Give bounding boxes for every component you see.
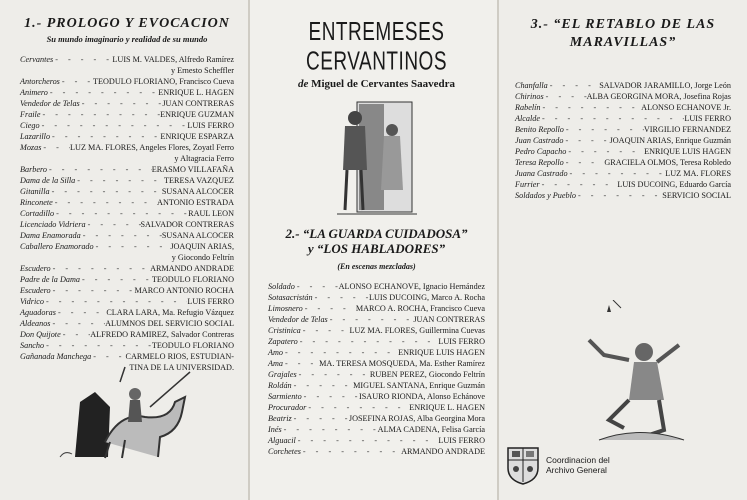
leader-dots: [44, 340, 152, 351]
cast-row: [20, 329, 234, 340]
actor-name-continued: y Ernesto Scheffler: [170, 66, 234, 75]
cast-row: [20, 219, 234, 230]
actor-name: TEODULO FLORIANO: [151, 341, 234, 350]
role-name: Escudero: [20, 264, 51, 273]
actor-name: MA. TERESA MOSQUEDA, Ma. Esther Ramírez: [319, 359, 485, 368]
leader-dots: [303, 303, 356, 314]
cast-row: [268, 325, 485, 336]
role-name: Rinconete: [20, 198, 53, 207]
leader-dots: [297, 369, 370, 380]
footer-text: [546, 455, 610, 475]
actor-name: ALMA CADENA, Felisa García: [377, 425, 485, 434]
leader-dots: [61, 329, 91, 340]
footer-line-1: Coordinacion del: [546, 455, 610, 465]
cast-row: [268, 314, 485, 325]
role-name: Juana Castrado: [515, 169, 568, 178]
leader-dots: [41, 142, 70, 153]
cast-row: [20, 98, 234, 109]
cast-row: [20, 76, 234, 87]
actor-name: ENRIQUE L. HAGEN: [409, 403, 485, 412]
coat-of-arms-logo: [504, 444, 542, 486]
leader-dots: [292, 380, 354, 391]
author-prefix: de: [297, 78, 309, 90]
actor-name: ALBA GEORGINA MORA, Josefina Rojas: [586, 92, 731, 101]
cast-row: [20, 120, 234, 131]
role-name: Juan Castrado: [515, 136, 564, 145]
leader-dots: [301, 325, 350, 336]
leader-dots: [80, 274, 152, 285]
kneeling-figure-illustration: [569, 300, 699, 450]
leader-dots: [51, 263, 150, 274]
role-name: Aguadoras: [20, 308, 56, 317]
leader-dots: [568, 168, 666, 179]
actor-name: GRACIELA OLMOS, Teresa Robledo: [604, 158, 731, 167]
role-name: Rabelín: [515, 103, 541, 112]
actor-name: ALFREDO RAMIREZ, Salvador Contreras: [90, 330, 234, 339]
cast-row: [515, 102, 731, 113]
leader-dots: [313, 292, 369, 303]
leader-dots: [564, 157, 605, 168]
actor-name-continued: y Altagracia Ferro: [174, 154, 234, 163]
role-name: Alcalde: [515, 114, 541, 123]
actor-name: RAUL LEON: [188, 209, 234, 218]
doorway-scene-illustration: [337, 100, 417, 220]
role-name: Pedro Capacho: [515, 147, 567, 156]
actor-name: JUAN CONTRERAS: [413, 315, 485, 324]
cast-row: [268, 402, 485, 413]
actor-name: JOSEFINA ROJAS, Alba Georgina Mora: [348, 414, 485, 423]
cast-row: [268, 424, 485, 435]
cast-row: [268, 380, 485, 391]
archive-footer: [504, 444, 610, 486]
role-name: Amo: [268, 348, 284, 357]
role-name: Zapatero: [268, 337, 298, 346]
role-name: Don Quijote: [20, 330, 61, 339]
actor-name: LUIS FERRO: [438, 337, 485, 346]
leader-dots: [40, 120, 188, 131]
role-name: Mozas: [20, 143, 42, 152]
cast-row: [20, 142, 234, 153]
role-name: Ama: [268, 359, 284, 368]
actor-name: ENRIQUE L. HAGEN: [158, 88, 234, 97]
cast-row: [20, 296, 234, 307]
role-name: Procurador: [268, 403, 307, 412]
actor-name: MARCO A. ROCHA, Francisco Cueva: [355, 304, 485, 313]
cast-row: [20, 318, 234, 329]
actor-name: LUZ MA. FLORES: [665, 169, 731, 178]
actor-name: LUIS M. VALDES, Alfredo Ramírez: [112, 55, 234, 64]
role-name: Sancho: [20, 341, 45, 350]
panel-right: [499, 0, 747, 500]
role-name: Benito Repollo: [515, 125, 564, 134]
actor-name: ARMANDO ANDRADE: [401, 447, 485, 456]
role-name: Sotasacristán: [268, 293, 313, 302]
role-name: Animero: [20, 88, 48, 97]
role-name: Lazarillo: [20, 132, 51, 141]
actor-name: LUIS DUCOING, Marco A. Rocha: [369, 293, 485, 302]
leader-dots: [54, 208, 188, 219]
leader-dots: [80, 98, 163, 109]
section-title-line-1: 3.- “EL RETABLO DE LAS: [530, 17, 716, 32]
actor-name: SERVICIO SOCIAL: [662, 191, 731, 200]
leader-dots: [282, 424, 378, 435]
cast-row: [515, 179, 731, 190]
leader-dots: [60, 76, 93, 87]
actor-name: SUSANA ALCOCER: [161, 231, 234, 240]
cast-row: [20, 351, 234, 362]
actor-name: TEODULO FLORIANO, Francisco Cueva: [93, 77, 234, 86]
cast-row: [268, 435, 485, 446]
role-name: Ciego: [20, 121, 40, 130]
leader-dots: [50, 131, 160, 142]
cast-row: [20, 274, 234, 285]
leader-dots: [51, 285, 135, 296]
leader-dots: [302, 391, 359, 402]
cast-row: [268, 303, 485, 314]
author-name: Miguel de Cervantes Saavedra: [311, 78, 456, 90]
panel-center: [250, 0, 497, 500]
leader-dots: [540, 102, 641, 113]
role-name: Vidrico: [20, 297, 44, 306]
cast-row: [268, 347, 485, 358]
actor-name: ANTONIO ESTRADA: [157, 198, 234, 207]
leader-dots: [48, 87, 158, 98]
cast-row: [20, 131, 234, 142]
actor-name: ENRIQUE LUIS HAGEN: [644, 147, 731, 156]
role-name: Vendedor de Telas: [268, 315, 328, 324]
cast-row: [515, 168, 731, 179]
cast-row: [20, 340, 234, 351]
cast-row: [20, 87, 234, 98]
leader-dots: [91, 351, 125, 362]
actor-name: ENRIQUE ESPARZA: [160, 132, 234, 141]
cast-row: [20, 263, 234, 274]
role-name: Teresa Repollo: [515, 158, 564, 167]
leader-dots: [75, 175, 164, 186]
role-name: Padre de la Dama: [20, 275, 80, 284]
leader-dots: [81, 230, 162, 241]
leader-dots: [56, 307, 106, 318]
role-name: Limosnero: [268, 304, 303, 313]
role-name: Escudero: [20, 286, 51, 295]
role-name: Sarmiento: [268, 392, 302, 401]
role-name: Inés: [268, 425, 282, 434]
cast-row: [268, 446, 485, 457]
role-name: Beatriz: [268, 414, 292, 423]
leader-dots: [328, 314, 414, 325]
cast-row: [515, 124, 731, 135]
leader-dots: [86, 219, 141, 230]
leader-dots: [50, 186, 162, 197]
actor-name-continued: y Giocondo Feltrín: [171, 253, 234, 262]
role-name: Aldeanos: [20, 319, 51, 328]
leader-dots: [298, 336, 439, 347]
don-quijote-horse-illustration: [50, 362, 200, 462]
leader-dots: [566, 146, 644, 157]
actor-name: SALVADOR JARAMILLO, Jorge León: [599, 81, 731, 90]
role-name: Cervantes: [20, 55, 54, 64]
cast-row: [268, 413, 485, 424]
role-name: Soldados y Pueblo: [515, 191, 576, 200]
actor-name: TEODULO FLORIANO: [151, 275, 234, 284]
actor-name: TERESA VAZQUEZ: [164, 176, 234, 185]
role-name: Dama de la Silla: [20, 176, 76, 185]
leader-dots: [544, 91, 587, 102]
section-title-retablo: [515, 16, 731, 52]
role-name: Antorcheros: [20, 77, 60, 86]
actor-name-continued: TINA DE LA UNIVERSIDAD.: [129, 363, 234, 372]
role-name: Soldado: [268, 282, 295, 291]
actor-name: ENRIQUE LUIS HAGEN: [398, 348, 485, 357]
actor-name: MARCO ANTONIO ROCHA: [134, 286, 234, 295]
section-title-line-2: MARAVILLAS”: [569, 35, 677, 50]
actor-name: ALONSO ECHANOVE, Ignacio Hernández: [338, 282, 485, 291]
cast-row: [20, 307, 234, 318]
actor-name: ALUMNOS DEL SERVICIO SOCIAL: [105, 319, 234, 328]
role-name: Corchetes: [268, 447, 301, 456]
actor-name: JOAQUIN ARIAS,: [170, 242, 234, 251]
leader-dots: [40, 109, 160, 120]
actor-name: VIRGILIO FERNANDEZ: [643, 125, 731, 134]
cast-list-prologo: [20, 54, 234, 373]
actor-name: JUAN CONTRERAS: [162, 99, 234, 108]
role-name: Licenciado Vidriera: [20, 220, 86, 229]
cast-row: [515, 146, 731, 157]
cast-row: [515, 113, 731, 124]
leader-dots: [283, 358, 319, 369]
cast-row: [20, 186, 234, 197]
actor-name: CARMELO RIOS, ESTUDIAN-: [125, 352, 234, 361]
cast-row: [20, 109, 234, 120]
actor-name: SALVADOR CONTRERAS: [140, 220, 234, 229]
cast-row: [20, 54, 234, 65]
actor-name: ISAURO RIONDA, Alonso Echánove: [359, 392, 485, 401]
role-name: Grajales: [268, 370, 297, 379]
actor-name: SUSANA ALCOCER: [161, 187, 234, 196]
section-title-line-1: 2.- “LA GUARDA CUIDADOSA”: [285, 226, 468, 241]
actor-name: LUZ MA. FLORES, Angeles Flores, Zoyatl Ferro: [70, 143, 234, 152]
actor-name: LUIS FERRO: [187, 297, 234, 306]
actor-name: LUZ MA. FLORES, Guillermina Cuevas: [349, 326, 485, 335]
leader-dots: [283, 347, 398, 358]
cast-row: [20, 197, 234, 208]
actor-name: LUIS FERRO: [684, 114, 731, 123]
role-name: Furrier: [515, 180, 540, 189]
role-name: Gitanilla: [20, 187, 50, 196]
cast-row: [268, 336, 485, 347]
cast-row: [20, 175, 234, 186]
footer-line-2: Archivo General: [546, 465, 607, 475]
cast-row: [515, 80, 731, 91]
cast-row: [268, 358, 485, 369]
leader-dots: [53, 197, 157, 208]
role-name: Dama Enamorada: [20, 231, 81, 240]
leader-dots: [576, 190, 662, 201]
role-name: Fraile: [20, 110, 41, 119]
section-title-guarda: [268, 226, 485, 256]
panel-left: [0, 0, 248, 500]
cast-row: [20, 241, 234, 252]
leader-dots: [50, 318, 105, 329]
cast-list-guarda: [268, 281, 485, 457]
leader-dots: [301, 446, 401, 457]
actor-name: CLARA LARA, Ma. Refugio Vázquez: [106, 308, 234, 317]
role-name: Chanfalla: [515, 81, 548, 90]
role-name: Chirinos: [515, 92, 544, 101]
leader-dots: [47, 164, 152, 175]
leader-dots: [44, 296, 187, 307]
section-note: (En escenas mezcladas): [337, 262, 416, 271]
cast-row: [515, 190, 731, 201]
leader-dots: [540, 113, 684, 124]
leader-dots: [306, 402, 409, 413]
actor-name: RUBEN PEREZ, Giocondo Feltrín: [369, 370, 485, 379]
section-title-prologo: 1.- PROLOGO Y EVOCACION: [24, 16, 230, 31]
leader-dots: [292, 413, 349, 424]
role-name: Alguacil: [268, 436, 296, 445]
role-name: Barbero: [20, 165, 47, 174]
leader-dots: [540, 179, 618, 190]
leader-dots: [94, 241, 171, 252]
leader-dots: [295, 281, 339, 292]
cast-row: [20, 285, 234, 296]
actor-name: ENRIQUE GUZMAN: [160, 110, 234, 119]
cast-row: [268, 391, 485, 402]
actor-name: ALONSO ECHANOVE Jr.: [641, 103, 731, 112]
cast-row: [515, 91, 731, 102]
main-title: ENTREMESES CERVANTINOS: [306, 18, 447, 77]
actor-name: ERASMO VILLAFAÑA: [151, 165, 234, 174]
actor-name: JOAQUIN ARIAS, Enrique Guzmán: [609, 136, 731, 145]
cast-row: [515, 135, 731, 146]
author-line: [268, 78, 485, 90]
actor-name: LUIS FERRO: [187, 121, 234, 130]
leader-dots: [564, 124, 644, 135]
section-title-line-2: y “LOS HABLADORES”: [307, 241, 446, 256]
cast-row: [20, 230, 234, 241]
leader-dots: [563, 135, 609, 146]
cast-list-retablo: [515, 80, 731, 201]
section-subtitle: Su mundo imaginario y realidad de su mundo: [46, 34, 208, 44]
role-name: Caballero Enamorado: [20, 242, 94, 251]
cast-row: [268, 292, 485, 303]
role-name: Gañanada Manchega: [20, 352, 92, 361]
actor-name: LUIS FERRO: [438, 436, 485, 445]
actor-name: ARMANDO ANDRADE: [150, 264, 234, 273]
cast-row: [268, 369, 485, 380]
role-name: Cortadillo: [20, 209, 55, 218]
cast-row: [20, 208, 234, 219]
leader-dots: [53, 54, 112, 65]
actor-name: LUIS DUCOING, Eduardo García: [617, 180, 731, 189]
role-name: Roldán: [268, 381, 292, 390]
role-name: Cristinica: [268, 326, 301, 335]
leader-dots: [296, 435, 439, 446]
cast-row: [20, 164, 234, 175]
role-name: Vendedor de Telas: [20, 99, 80, 108]
leader-dots: [548, 80, 599, 91]
cast-row: [268, 281, 485, 292]
actor-name: MIGUEL SANTANA, Enrique Guzmán: [353, 381, 485, 390]
cast-row: [515, 157, 731, 168]
